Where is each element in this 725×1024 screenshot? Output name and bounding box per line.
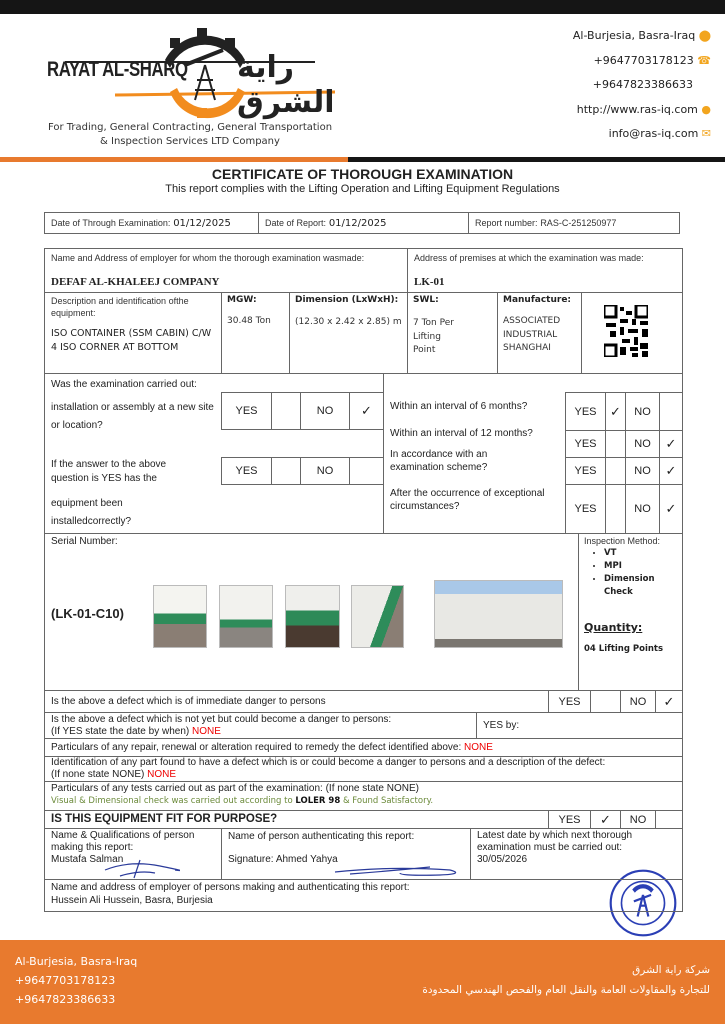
r1-yes[interactable]: YES <box>565 392 606 431</box>
r1-no[interactable]: NO <box>625 392 660 431</box>
r1-yes-checkbox[interactable]: ✓ <box>605 392 626 431</box>
q1-no-checkbox[interactable]: ✓ <box>349 392 384 430</box>
contact-address: Al-Burjesia, Basra-Iraq ⬤ <box>572 29 711 42</box>
tagline <box>30 121 350 149</box>
footer-address: Al-Burjesia, Basra-Iraq <box>15 955 138 968</box>
q2-no-box[interactable] <box>349 457 384 485</box>
fit-no[interactable]: NO <box>620 810 656 829</box>
corner-photo-4 <box>351 585 404 648</box>
exam-date-cell: Date of Through Examination: 01/12/2025 <box>44 212 259 234</box>
equipment-desc-cell: Description and identification ofthe equipment: ISO CONTAINER (SSM CABIN) C/W 4 ISO CORNER AT BOTTOM <box>44 292 222 374</box>
footer-arabic-tagline: للتجارة والمقاولات العامة والنقل العام والفحص الهندسي المحدودة <box>422 984 710 996</box>
r3-no-checkbox[interactable]: ✓ <box>659 457 683 485</box>
phone-icon: ☎ <box>697 53 711 67</box>
r3-yes-box[interactable] <box>605 457 626 485</box>
fit-yes-checkbox[interactable]: ✓ <box>590 810 621 829</box>
contact-email[interactable]: info@ras-iq.com ✉ <box>608 127 711 140</box>
r4-yes-box[interactable] <box>605 484 626 534</box>
footer <box>0 940 725 1024</box>
could-become-row: Is the above a defect which is not yet but could become a danger to persons: (If YES state the date by when) NONE <box>44 712 477 739</box>
method-mpi: • MPI <box>604 560 677 573</box>
page-title: CERTIFICATE OF THOROUGH EXAMINATION <box>211 166 514 182</box>
contact-website[interactable]: http://www.ras-iq.com ● <box>576 102 711 116</box>
manufacture-cell: Manufacture: ASSOCIATED INDUSTRIAL SHANGHAI <box>497 292 582 374</box>
top-bar <box>0 0 725 14</box>
r4-no[interactable]: NO <box>625 484 660 534</box>
r1-no-box[interactable] <box>659 392 683 431</box>
fit-no-box[interactable] <box>655 810 683 829</box>
contact-phone-2: +9647823386633 <box>592 78 693 91</box>
swl-cell: SWL: 7 Ton Per Lifting Point <box>407 292 498 374</box>
tagline-line-1: For Trading, General Contracting, General Transportation <box>47 122 333 133</box>
immediate-no-checkbox[interactable]: ✓ <box>655 690 683 713</box>
qr-cell <box>581 292 683 374</box>
inspection-method-cell: Inspection Method: • VT • MPI • Dimension Check Quantity: 04 Lifting Points <box>578 533 683 691</box>
corner-photo-3 <box>285 585 340 648</box>
r3-no[interactable]: NO <box>625 457 660 485</box>
r2-yes-box[interactable] <box>605 430 626 458</box>
r2-no[interactable]: NO <box>625 430 660 458</box>
fit-for-purpose-row: IS THIS EQUIPMENT FIT FOR PURPOSE? <box>44 810 549 829</box>
location-pin-icon: ⬤ <box>698 29 711 42</box>
mgw-cell: MGW: 30.48 Ton <box>221 292 290 374</box>
fit-yes[interactable]: YES <box>548 810 591 829</box>
authenticator-cell: Name of person authenticating this report: Signature: Ahmed Yahya <box>221 828 471 880</box>
qr-code-icon[interactable] <box>604 305 648 357</box>
immediate-no[interactable]: NO <box>620 690 656 713</box>
repair-row: Particulars of any repair, renewal or alteration required to remedy the defect identified above: NONE <box>44 738 683 757</box>
tests-row: Particulars of any tests carried out as part of the examination: (If none state NONE) Visual & Dimensional check was carried out according to LOLER 98 & Found Satisfactory. <box>44 781 683 811</box>
q1-yes[interactable]: YES <box>221 392 272 430</box>
tagline-line-2: & Inspection Services LTD Company <box>100 136 280 147</box>
q1-no[interactable]: NO <box>300 392 350 430</box>
divider-black <box>348 157 725 162</box>
serial-cell: Serial Number: <box>44 533 579 691</box>
method-dimension: • Dimension Check <box>604 573 677 599</box>
premises-value: LK-01 <box>414 276 445 288</box>
immediate-yes[interactable]: YES <box>548 690 591 713</box>
logo-text-en: RAYAT AL-SHARQ <box>47 58 188 81</box>
r4-no-checkbox[interactable]: ✓ <box>659 484 683 534</box>
footer-phone-2: +9647823386633 <box>15 993 116 1006</box>
report-number-cell: Report number: RAS-C-251250977 <box>468 212 680 234</box>
immediate-yes-box[interactable] <box>590 690 621 713</box>
report-date-cell: Date of Report: 01/12/2025 <box>258 212 469 234</box>
footer-arabic-name: شركة راية الشرق <box>632 964 710 976</box>
q1-yes-box[interactable] <box>271 392 301 430</box>
r2-yes[interactable]: YES <box>565 430 606 458</box>
divider-orange <box>0 157 348 162</box>
dimension-cell: Dimension (LxWxH): (12.30 x 2.42 x 2.85) m <box>289 292 408 374</box>
mail-icon: ✉ <box>701 127 711 140</box>
r3-yes[interactable]: YES <box>565 457 606 485</box>
next-exam-cell: Latest date by which next thorough examination must be carried out: 30/05/2026 <box>470 828 683 880</box>
q2-no[interactable]: NO <box>300 457 350 485</box>
q2-yes-box[interactable] <box>271 457 301 485</box>
contact-phone-1: +9647703178123 ☎ <box>593 53 711 67</box>
corner-photo-1 <box>153 585 207 648</box>
container-photo <box>434 580 563 648</box>
employer-name: DEFAF AL-KHALEEJ COMPANY <box>51 276 220 288</box>
company-logo <box>45 20 345 120</box>
immediate-danger-row: Is the above a defect which is of immediate danger to persons <box>44 690 549 713</box>
method-vt: • VT <box>604 547 677 560</box>
employer-of-persons-row: Name and address of employer of persons making and authenticating this report: Hussein Ali Hussein, Basra, Burjesia <box>44 879 683 912</box>
r2-no-checkbox[interactable]: ✓ <box>659 430 683 458</box>
premises-cell: Address of premises at which the examination was made: LK-01 <box>407 248 683 293</box>
q2-yes[interactable]: YES <box>221 457 272 485</box>
page-subtitle: This report complies with the Lifting Operation and Lifting Equipment Regulations <box>165 183 560 195</box>
logo-text-ar: راية الشرق <box>237 50 335 120</box>
corner-photo-2 <box>219 585 273 648</box>
contact-list <box>573 24 711 147</box>
employer-cell: Name and Address of employer for whom the thorough examination wasmade: DEFAF AL-KHALEEJ COMPANY <box>44 248 408 293</box>
yes-by-cell: YES by: <box>476 712 683 739</box>
identification-row: Identification of any part found to have a defect which is or could become a danger to persons and a description of the defect: (If none state NONE) NONE <box>44 756 683 782</box>
footer-phone-1: +9647703178123 <box>15 974 116 987</box>
serial-number: (LK-01-C10) <box>51 606 124 621</box>
globe-icon: ● <box>701 102 711 116</box>
report-maker-cell: Name & Qualifications of person making this report: Mustafa Salman <box>44 828 222 880</box>
r4-yes[interactable]: YES <box>565 484 606 534</box>
